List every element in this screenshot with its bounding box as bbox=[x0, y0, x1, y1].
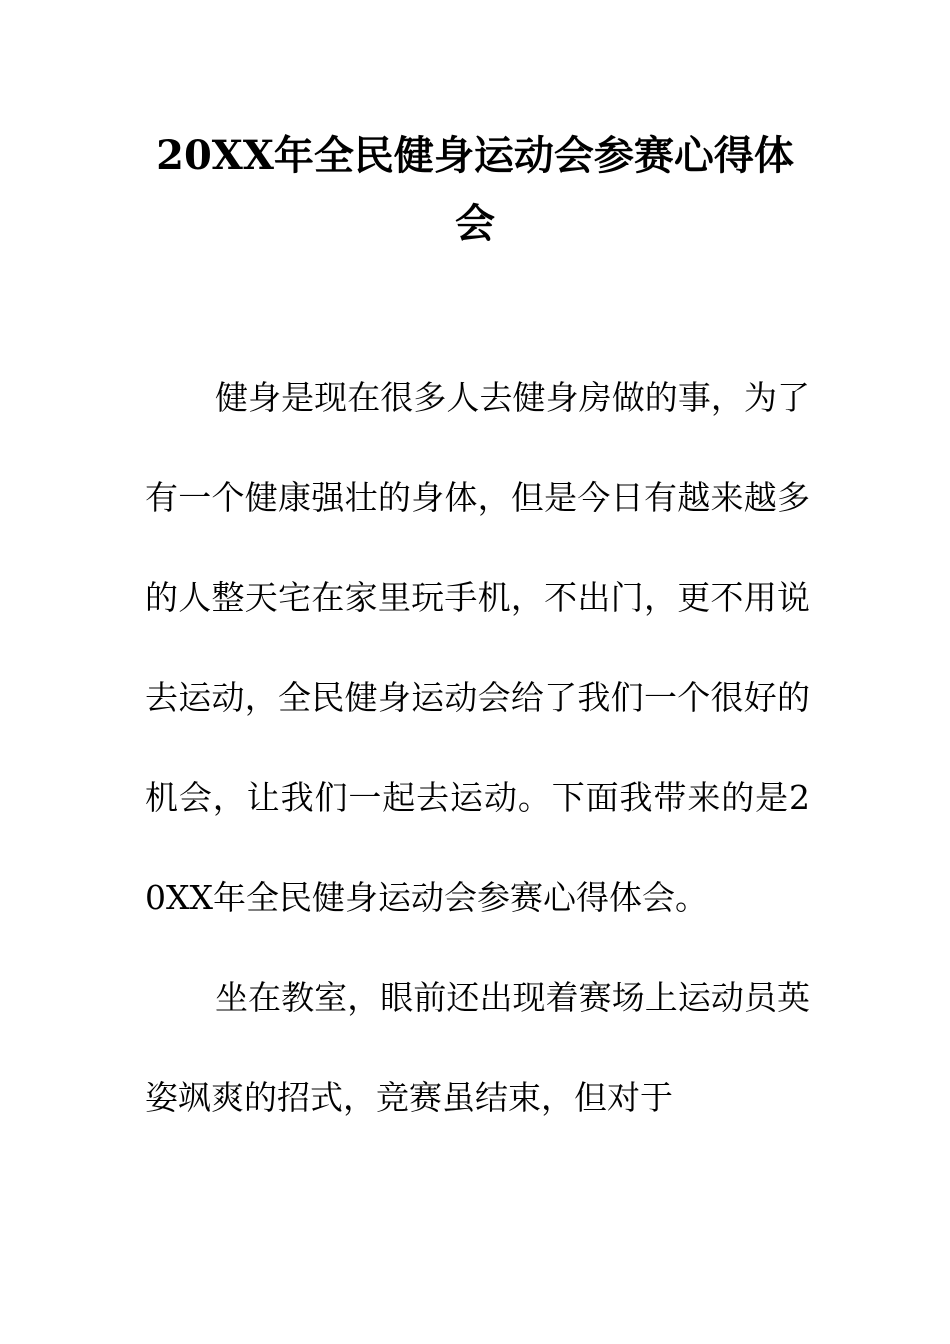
paragraph-2: 坐在教室，眼前还出现着赛场上运动员英姿飒爽的招式，竞赛虽结束，但对于 bbox=[145, 978, 810, 1117]
document-body bbox=[145, 348, 810, 1148]
document-title: 20XX年全民健身运动会参赛心得体会 bbox=[156, 132, 794, 247]
paragraph-1: 健身是现在很多人去健身房做的事，为了有一个健康强壮的身体，但是今日有越来越多的人整天宅在家里玩手机，不出门，更不用说去运动，全民健身运动会给了我们一个很好的机会，让我们一起去运动。下面我带来的是20XX年全民健身运动会参赛心得体会。 bbox=[145, 378, 810, 917]
